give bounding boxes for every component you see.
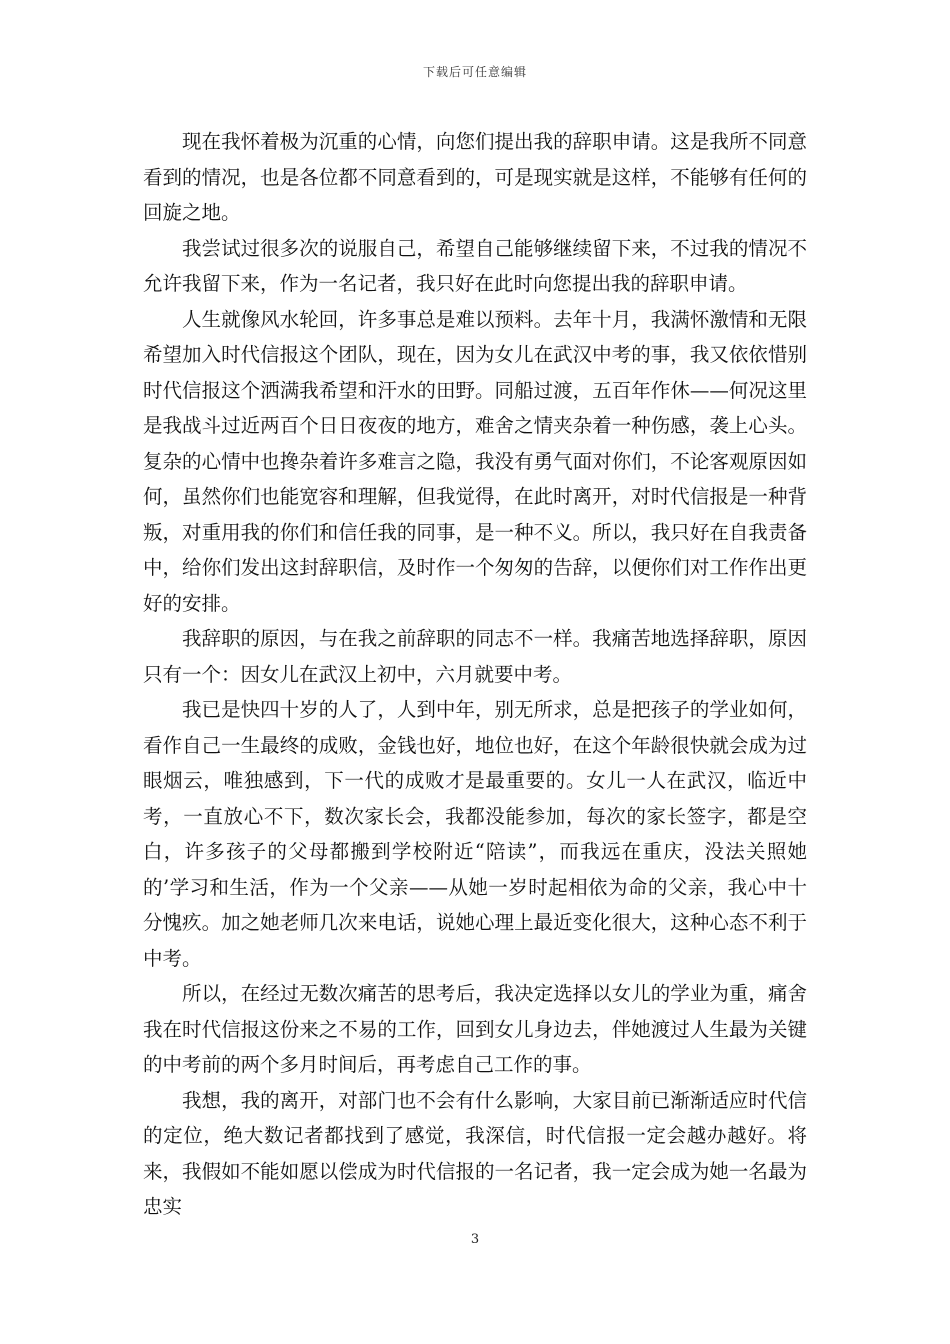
paragraph: 我想，我的离开，对部门也不会有什么影响，大家目前已渐渐适应时代信的定位，绝大数记者都找到了感觉，我深信，时代信报一定会越办越好。将来，我假如不能如愿以偿成为时代信报的一名记者，我一定会成为她一名最为忠实 xyxy=(143,1088,807,1218)
paragraph: 人生就像风水轮回，许多事总是难以预料。去年十月，我满怀激情和无限希望加入时代信报这个团队，现在，因为女儿在武汉中考的事，我又依依惜别时代信报这个洒满我希望和汗水的田野。同船过渡，五百年作休——何况这里是我战斗过近两百个日日夜夜的地方，难舍之情夹杂着一种伤感，袭上心头。复杂的心情中也搀杂着许多难言之隐，我没有勇气面对你们，不论客观原因如何，虽然你们也能宽容和理解，但我觉得，在此时离开，对时代信报是一种背叛，对重用我的你们和信任我的同事，是一种不义。所以，我只好在自我责备中，给你们发出这封辞职信，及时作一个匆匆的告辞，以便你们对工作作出更好的安排。 xyxy=(143,307,807,615)
page-header: 下载后可任意编辑 xyxy=(422,65,527,79)
paragraph: 我已是快四十岁的人了，人到中年，别无所求，总是把孩子的学业如何，看作自己一生最终的成败，金钱也好，地位也好，在这个年龄很快就会成为过眼烟云，唯独感到，下一代的成败才是最重要的。女儿一人在武汉，临近中考，一直放心不下，数次家长会，我都没能参加，每次的家长签字，都是空白，许多孩子的父母都搬到学校附近“陪读”，而我远在重庆，没法关照她的’学习和生活，作为一个父亲——从她一岁时起相依为命的父亲，我心中十分愧疚。加之她老师几次来电话，说她心理上最近变化很大，这种心态不利于中考。 xyxy=(143,698,807,970)
document-body xyxy=(143,124,807,1225)
paragraph: 所以，在经过无数次痛苦的思考后，我决定选择以女儿的学业为重，痛舍我在时代信报这份来之不易的工作，回到女儿身边去，伴她渡过人生最为关键的中考前的两个多月时间后，再考虑自己工作的事。 xyxy=(143,982,807,1076)
page-number: 3 xyxy=(470,1232,480,1247)
paragraph: 我尝试过很多次的说服自己，希望自己能够继续留下来，不过我的情况不允许我留下来，作为一名记者，我只好在此时向您提出我的辞职申请。 xyxy=(143,236,807,295)
paragraph: 现在我怀着极为沉重的心情，向您们提出我的辞职申请。这是我所不同意看到的情况，也是各位都不同意看到的，可是现实就是这样，不能够有任何的回旋之地。 xyxy=(143,130,807,224)
paragraph: 我辞职的原因，与在我之前辞职的同志不一样。我痛苦地选择辞职，原因只有一个：因女儿在武汉上初中，六月就要中考。 xyxy=(143,627,807,686)
